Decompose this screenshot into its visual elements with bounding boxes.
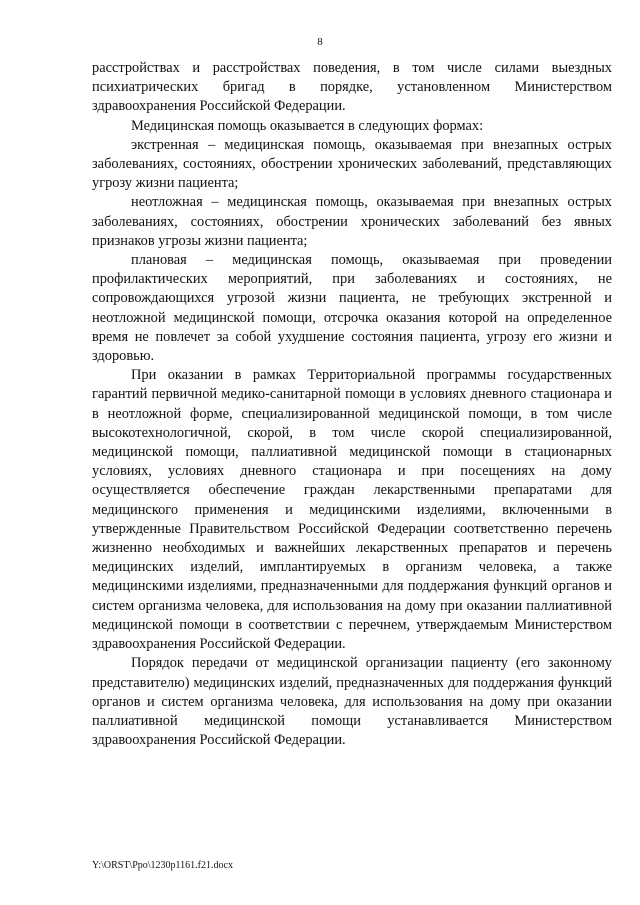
paragraph-device-transfer: Порядок передачи от медицинской организации пациенту (его законному представителю) медицинских изделий, предназначенных для поддержания функций органов и систем организма человека, для использования на дому при оказании паллиативной медицинской помощи устанавливается Министерством здравоохранения Российской Федерации. bbox=[92, 655, 612, 749]
page-number: 8 bbox=[317, 36, 323, 48]
paragraph-planned: плановая – медицинская помощь, оказываемая при проведении профилактических мероприятий, при заболеваниях и состояниях, не сопровождающихся угрозой жизни пациента, не требующих экстренной и неотложной медицинской помощи, отсрочка оказания которой на определенное время не повлечет за собой ухудшение состояния пациента, угрозу его жизни и здоровью. bbox=[92, 252, 612, 365]
paragraph-forms-intro: Медицинская помощь оказывается в следующих формах: bbox=[131, 117, 484, 134]
paragraph-continuation: расстройствах и расстройствах поведения, в том числе силами выездных психиатрических бригад в порядке, установленном Министерством здравоохранения Российской Федерации. bbox=[92, 60, 612, 115]
paragraph-emergency: экстренная – медицинская помощь, оказываемая при внезапных острых заболеваниях, состояниях, обострении хронических заболеваний, представляющих угрозу жизни пациента; bbox=[92, 136, 612, 192]
paragraph-medication-provision: При оказании в рамках Территориальной программы государственных гарантий первичной медико-санитарной помощи в условиях дневного стационара и в неотложной форме, специализированной медицинской помощи, в том числе высокотехнологичной, скорой, в том числе скорой специализированной, медицинской помощи, паллиативной медицинской помощи в стационарных условиях, условиях дневного стационара и при посещениях на дому осуществляется обеспечение граждан лекарственными препаратами для медицинского применения и медицинскими изделиями, включенными в утвержденные Правительством Российской Федерации соответственно перечень жизненно необходимых и важнейших лекарственных препаратов и перечень медицинских изделий, имплантируемых в организм человека, а также медицинскими изделиями, предназначенными для поддержания функций органов и систем организма человека, для использования на дому при оказании паллиативной медицинской помощи в соответствии с перечнем, утверждаемым Министерством здравоохранения Российской Федерации. bbox=[92, 367, 612, 653]
footer-file-path: Y:\ORST\Ppo\1230p1161.f21.docx bbox=[92, 860, 233, 871]
paragraph-urgent: неотложная – медицинская помощь, оказываемая при внезапных острых заболеваниях, состояниях, обострении хронических заболеваний без явных признаков угрозы жизни пациента; bbox=[92, 194, 612, 249]
document-body bbox=[92, 59, 612, 750]
